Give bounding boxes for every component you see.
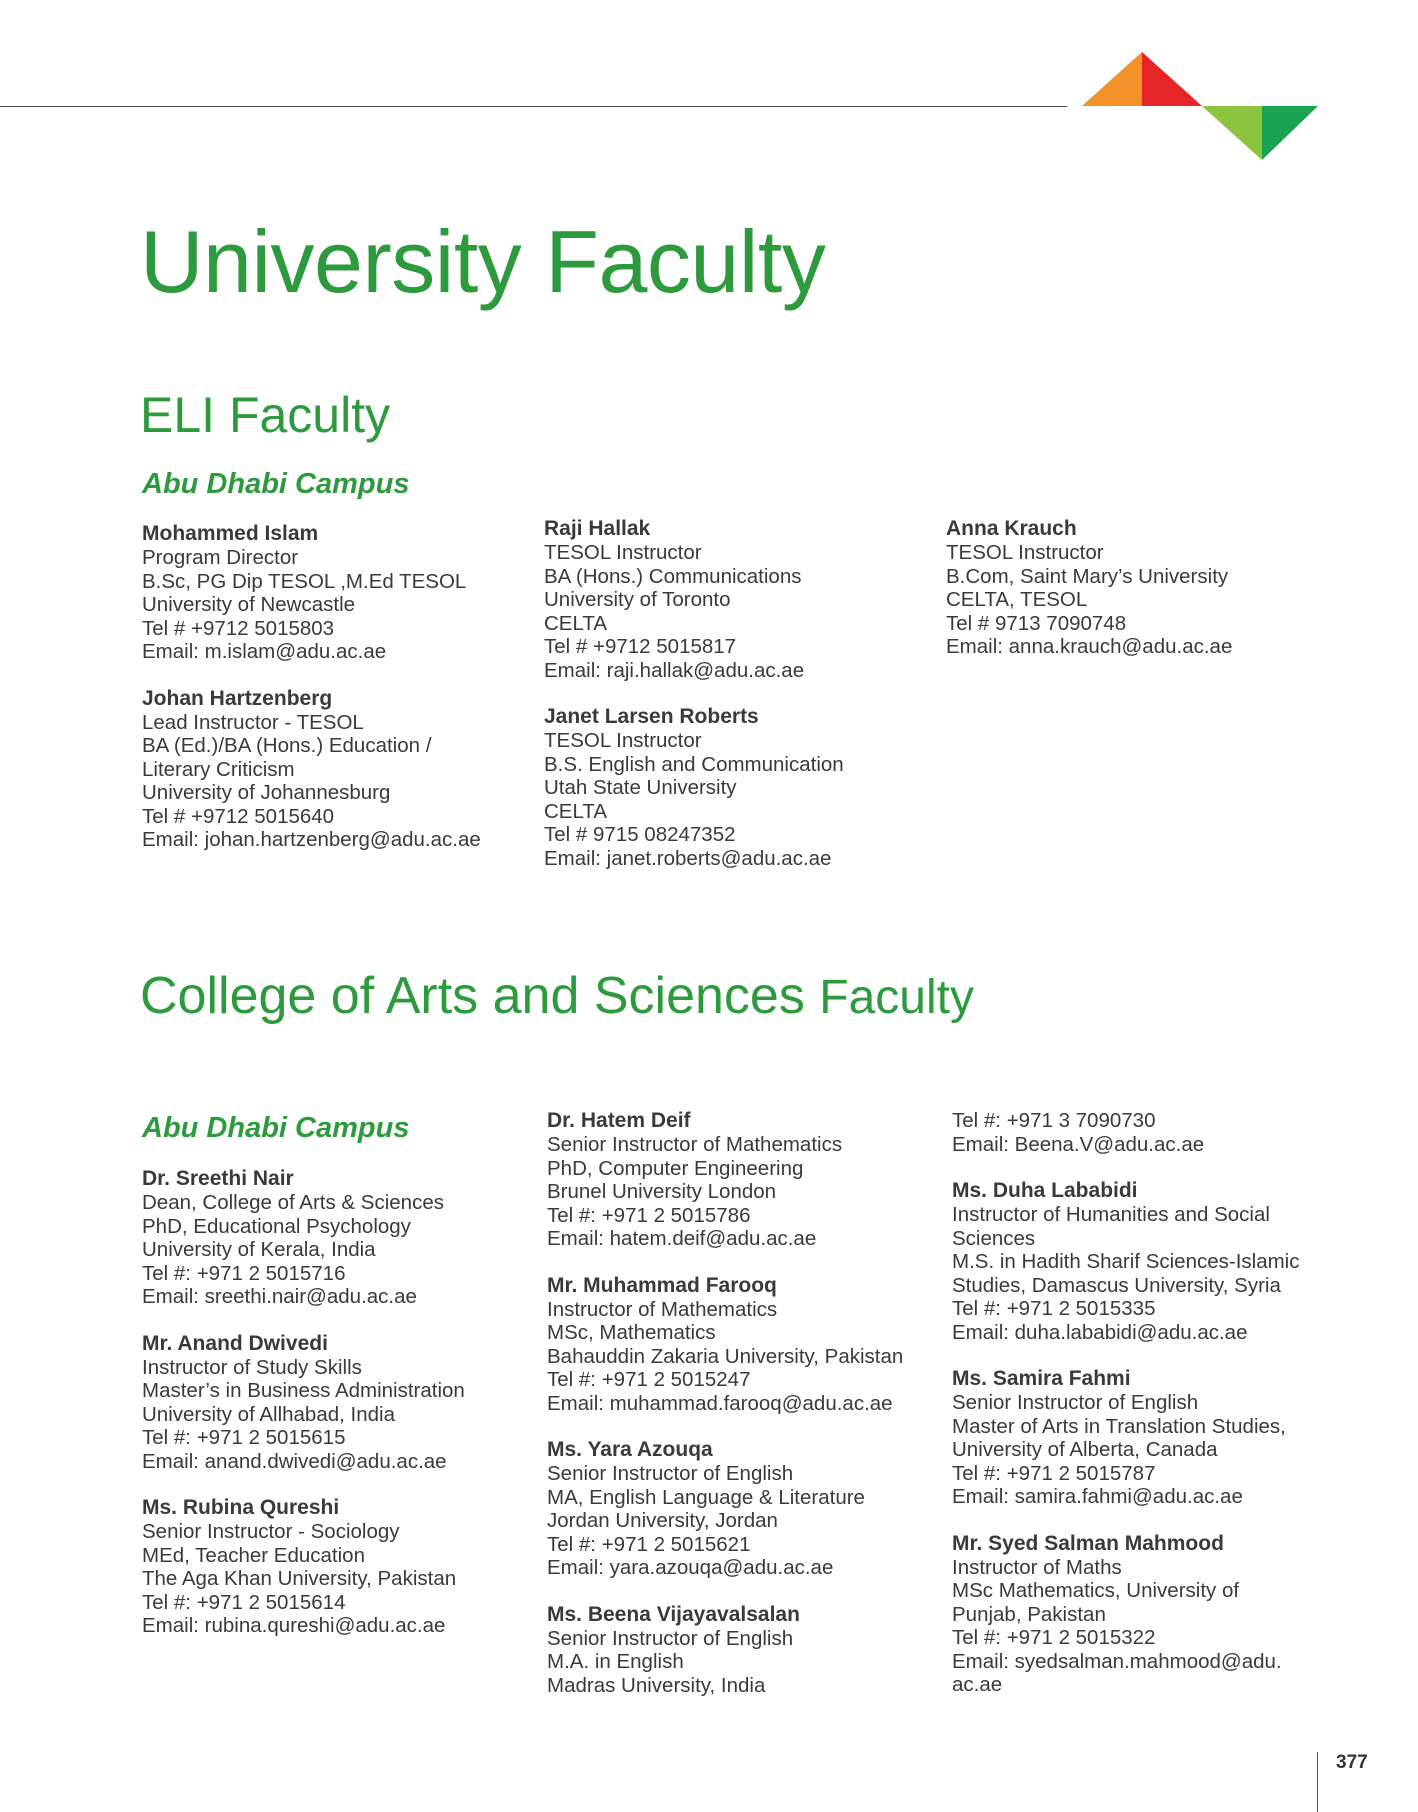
- faculty-entry: [547, 1274, 903, 1416]
- orange-triangle: [1082, 52, 1142, 106]
- red-triangle: [1142, 52, 1202, 106]
- faculty-name: Mr. Muhammad Farooq: [547, 1273, 777, 1297]
- faculty-detail-line: Tel # 9715 08247352: [544, 823, 736, 846]
- faculty-detail-line: PhD, Computer Engineering: [547, 1156, 804, 1180]
- eli-campus-heading: Abu Dhabi Campus: [142, 468, 410, 500]
- eli-column-2: [544, 517, 844, 931]
- faculty-detail-line: Instructor of Study Skills: [142, 1355, 362, 1379]
- faculty-detail-line: Senior Instructor - Sociology: [142, 1520, 400, 1543]
- faculty-name: Dr. Sreethi Nair: [142, 1167, 294, 1190]
- faculty-detail-line: Email: muhammad.farooq@adu.ac.ae: [547, 1391, 893, 1415]
- faculty-detail-line: Email: johan.hartzenberg@adu.ac.ae: [142, 828, 481, 851]
- eli-column-1: [142, 522, 481, 875]
- eli-column-3: [946, 517, 1232, 682]
- faculty-detail-line: University of Newcastle: [142, 593, 356, 616]
- lime-triangle: [1202, 106, 1262, 160]
- faculty-detail-line: Instructor of Maths: [952, 1555, 1122, 1579]
- faculty-detail-line: University of Johannesburg: [142, 781, 391, 804]
- faculty-detail-line: TESOL Instructor: [544, 541, 702, 564]
- faculty-detail-line: Jordan University, Jordan: [547, 1509, 778, 1532]
- faculty-detail-line: Senior Instructor of English: [547, 1626, 794, 1650]
- faculty-entry: [547, 1109, 903, 1251]
- cas-section-title: College of Arts and Sciences Faculty: [140, 967, 974, 1025]
- faculty-entry: [544, 517, 844, 682]
- faculty-detail-line: Email: yara.azouqa@adu.ac.ae: [547, 1556, 834, 1579]
- faculty-detail-line: Dean, College of Arts & Sciences: [142, 1191, 444, 1214]
- faculty-detail-line: Tel #: +971 2 5015786: [547, 1203, 751, 1227]
- faculty-detail-line: M.A. in English: [547, 1650, 684, 1673]
- cas-campus-heading: Abu Dhabi Campus: [142, 1112, 410, 1144]
- faculty-detail-line: Sciences: [952, 1226, 1036, 1250]
- page-number-rule: [1317, 1752, 1318, 1812]
- faculty-detail-line: Tel # +9712 5015640: [142, 804, 335, 828]
- faculty-detail-line: Email: samira.fahmi@adu.ac.ae: [952, 1485, 1243, 1508]
- eli-section-title: ELI Faculty: [140, 387, 391, 443]
- faculty-detail-line: Lead Instructor - TESOL: [142, 710, 364, 734]
- faculty-name: Anna Krauch: [946, 517, 1077, 540]
- faculty-detail-line: Email: m.islam@adu.ac.ae: [142, 640, 387, 663]
- faculty-detail-line: Tel #: +971 2 5015615: [142, 1426, 346, 1449]
- faculty-detail-line: Madras University, India: [547, 1673, 766, 1697]
- faculty-entry: [544, 705, 844, 870]
- faculty-detail-line: Email: raji.hallak@adu.ac.ae: [544, 658, 805, 682]
- faculty-detail-line: MEd, Teacher Education: [142, 1543, 365, 1567]
- page-title: University Faculty: [140, 212, 826, 311]
- faculty-detail-line: Email: anand.dwivedi@adu.ac.ae: [142, 1449, 447, 1473]
- faculty-entry: [142, 687, 481, 852]
- faculty-detail-line: University of Toronto: [544, 588, 731, 611]
- faculty-detail-line: MSc, Mathematics: [547, 1321, 716, 1344]
- faculty-detail-line: Bahauddin Zakaria University, Pakistan: [547, 1344, 904, 1368]
- cas-column-3: [952, 1109, 1299, 1720]
- faculty-detail-line: MSc Mathematics, University of: [952, 1579, 1240, 1602]
- faculty-detail-line: M.S. in Hadith Sharif Sciences-Islamic: [952, 1250, 1300, 1273]
- faculty-detail-line: CELTA, TESOL: [946, 588, 1088, 611]
- faculty-name: Mr. Syed Salman Mahmood: [952, 1531, 1224, 1555]
- faculty-detail-line: Senior Instructor of English: [952, 1391, 1199, 1414]
- page-number: 377: [1336, 1752, 1368, 1773]
- faculty-detail-line: The Aga Khan University, Pakistan: [142, 1567, 457, 1590]
- faculty-detail-line: Literary Criticism: [142, 757, 295, 781]
- faculty-detail-line: ac.ae: [952, 1673, 1003, 1696]
- faculty-detail-line: Punjab, Pakistan: [952, 1602, 1106, 1626]
- faculty-detail-line: Instructor of Humanities and Social: [952, 1203, 1270, 1226]
- faculty-detail-line: Studies, Damascus University, Syria: [952, 1273, 1281, 1297]
- cas-column-2: [547, 1109, 903, 1720]
- cas-column-1: [142, 1167, 465, 1661]
- faculty-detail-line: Tel #: +971 2 5015614: [142, 1590, 346, 1614]
- faculty-name: Dr. Hatem Deif: [547, 1109, 691, 1132]
- faculty-name: Ms. Yara Azouqa: [547, 1438, 713, 1461]
- green-triangle: [1262, 106, 1318, 160]
- faculty-detail-line: Master of Arts in Translation Studies,: [952, 1414, 1286, 1438]
- faculty-detail-line: Email: janet.roberts@adu.ac.ae: [544, 846, 832, 870]
- faculty-detail-line: TESOL Instructor: [544, 729, 702, 752]
- faculty-entry: [952, 1367, 1299, 1509]
- faculty-name: Mr. Anand Dwivedi: [142, 1331, 328, 1355]
- faculty-detail-line: Tel #: +971 2 5015335: [952, 1297, 1156, 1320]
- faculty-detail-line: Email: anna.krauch@adu.ac.ae: [946, 635, 1233, 658]
- faculty-detail-line: Brunel University London: [547, 1180, 777, 1203]
- faculty-detail-line: B.Com, Saint Mary’s University: [946, 564, 1229, 588]
- faculty-name: Mohammed Islam: [142, 522, 319, 545]
- faculty-entry: [952, 1109, 1299, 1156]
- faculty-detail-line: Program Director: [142, 546, 299, 569]
- faculty-detail-line: Email: hatem.deif@adu.ac.ae: [547, 1227, 817, 1250]
- triangle-logo-icon: [1080, 50, 1320, 165]
- header-rule: [0, 106, 1067, 107]
- faculty-detail-line: Senior Instructor of English: [547, 1462, 794, 1485]
- faculty-detail-line: Utah State University: [544, 776, 737, 799]
- faculty-name: Ms. Beena Vijayavalsalan: [547, 1602, 800, 1626]
- faculty-name: Johan Hartzenberg: [142, 686, 333, 710]
- faculty-name: Ms. Duha Lababidi: [952, 1179, 1138, 1202]
- faculty-entry: [952, 1532, 1299, 1697]
- faculty-detail-line: University of Kerala, India: [142, 1238, 376, 1261]
- faculty-detail-line: University of Alberta, Canada: [952, 1438, 1218, 1461]
- faculty-name: Janet Larsen Roberts: [544, 705, 759, 728]
- faculty-detail-line: Tel #: +971 2 5015322: [952, 1626, 1156, 1649]
- faculty-detail-line: Master’s in Business Administration: [142, 1379, 465, 1402]
- faculty-detail-line: PhD, Educational Psychology: [142, 1214, 411, 1238]
- faculty-detail-line: CELTA: [544, 799, 608, 823]
- faculty-entry: [142, 1167, 465, 1309]
- faculty-detail-line: BA (Hons.) Communications: [544, 564, 802, 588]
- faculty-name: Ms. Samira Fahmi: [952, 1367, 1131, 1390]
- faculty-detail-line: Email: syedsalman.mahmood@adu.: [952, 1649, 1282, 1673]
- faculty-detail-line: Email: sreethi.nair@adu.ac.ae: [142, 1285, 417, 1308]
- faculty-name: Raji Hallak: [544, 517, 651, 540]
- faculty-detail-line: MA, English Language & Literature: [547, 1485, 865, 1509]
- faculty-detail-line: Tel # 9713 7090748: [946, 611, 1127, 635]
- faculty-detail-line: B.S. English and Communication: [544, 752, 844, 776]
- faculty-detail-line: University of Allhabad, India: [142, 1402, 395, 1426]
- faculty-detail-line: Email: rubina.qureshi@adu.ac.ae: [142, 1614, 446, 1637]
- faculty-detail-line: Tel # +9712 5015803: [142, 616, 335, 640]
- faculty-name: Ms. Rubina Qureshi: [142, 1496, 340, 1519]
- faculty-entry: [547, 1603, 903, 1698]
- faculty-detail-line: CELTA: [544, 611, 608, 635]
- faculty-detail-line: Tel #: +971 3 7090730: [952, 1109, 1156, 1132]
- faculty-detail-line: Senior Instructor of Mathematics: [547, 1133, 843, 1156]
- faculty-entry: [142, 1496, 465, 1638]
- faculty-entry: [547, 1438, 903, 1580]
- faculty-detail-line: Tel #: +971 2 5015716: [142, 1261, 346, 1285]
- faculty-detail-line: BA (Ed.)/BA (Hons.) Education /: [142, 734, 432, 757]
- faculty-entry: [946, 517, 1232, 659]
- faculty-entry: [142, 1332, 465, 1474]
- faculty-entry: [142, 522, 481, 664]
- faculty-detail-line: TESOL Instructor: [946, 541, 1104, 564]
- faculty-detail-line: Email: Beena.V@adu.ac.ae: [952, 1132, 1205, 1156]
- faculty-detail-line: B.Sc, PG Dip TESOL ,M.Ed TESOL: [142, 569, 467, 593]
- faculty-detail-line: Tel #: +971 2 5015621: [547, 1532, 751, 1556]
- faculty-detail-line: Tel #: +971 2 5015247: [547, 1368, 751, 1391]
- faculty-detail-line: Instructor of Mathematics: [547, 1297, 778, 1321]
- faculty-detail-line: Email: duha.lababidi@adu.ac.ae: [952, 1320, 1248, 1344]
- faculty-detail-line: Tel #: +971 2 5015787: [952, 1461, 1156, 1485]
- faculty-detail-line: Tel # +9712 5015817: [544, 635, 737, 658]
- faculty-entry: [952, 1179, 1299, 1344]
